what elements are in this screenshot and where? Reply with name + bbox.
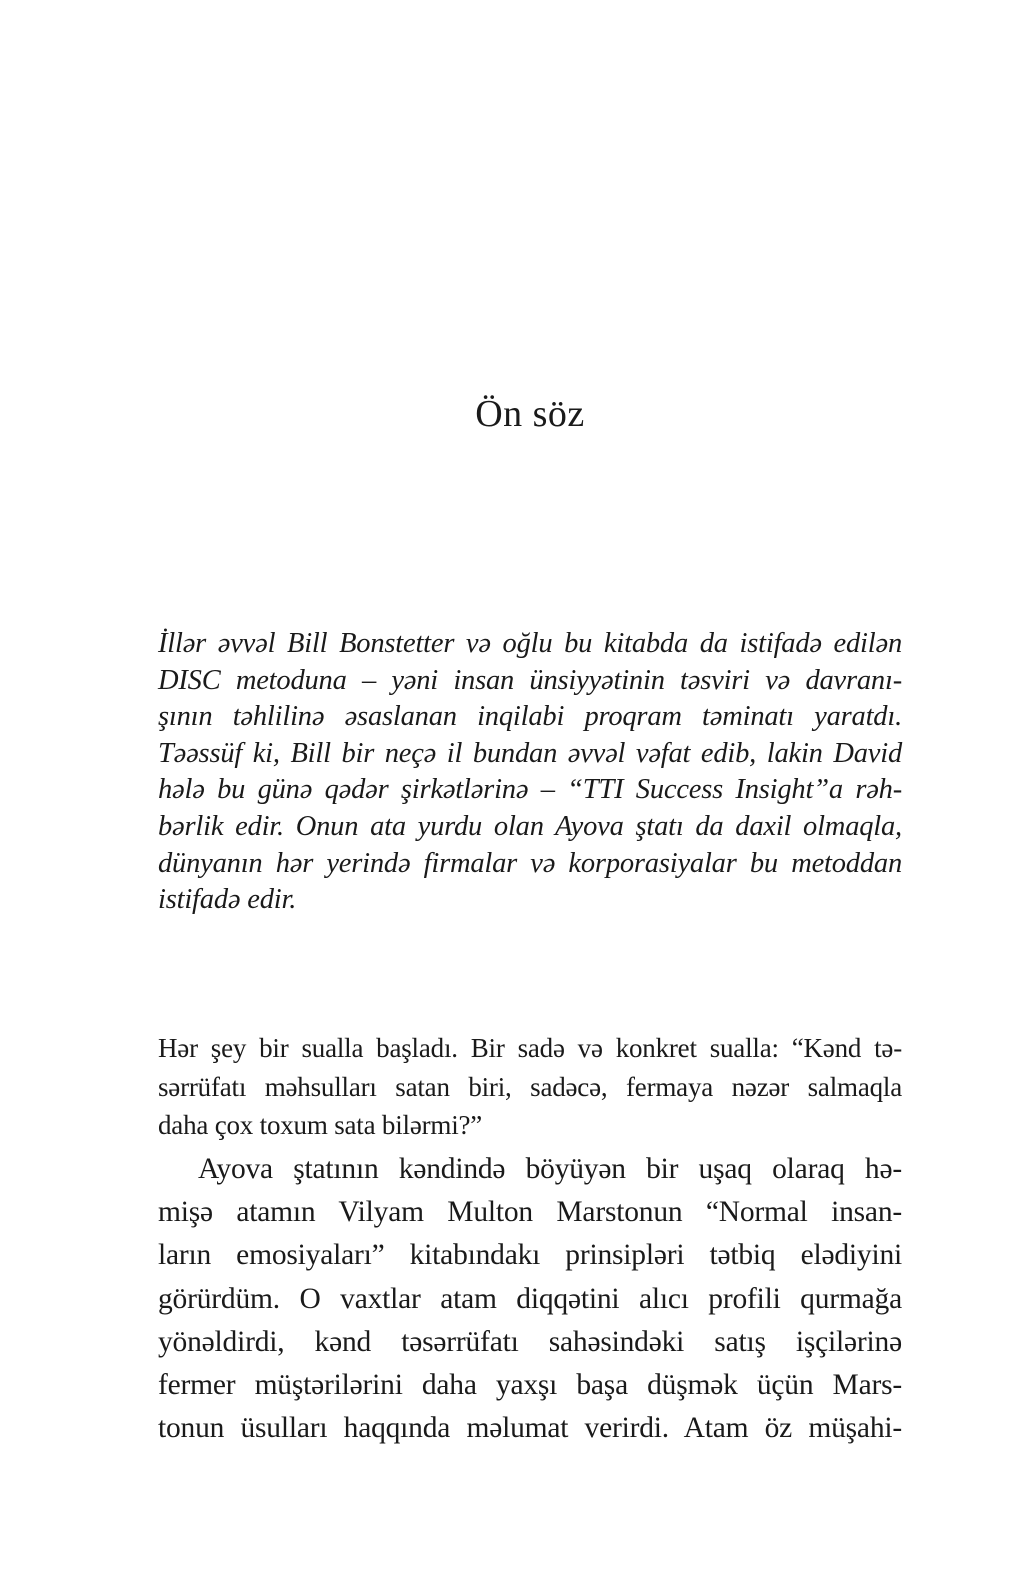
paragraph-line: fermer müştərilərini daha yaxşı başa düşmək üçün Mars- [158,1369,902,1402]
body-paragraph-2 [158,1148,902,1450]
paragraph-line: Hər şey bir sualla başladı. Bir sadə və konkret sualla: “Kənd tə- [158,1033,902,1063]
epigraph-line: Təəssüf ki, Bill bir neçə il bundan əvvəl vəfat edib, lakin David [158,737,902,769]
paragraph-line: mişə atamın Vilyam Multon Marstonun “Normal insan- [158,1196,902,1229]
paragraph-line: ların emosiyaları” kitabındakı prinsipləri tətbiq elədiyini [158,1239,902,1272]
chapter-title: Ön söz [475,393,585,435]
paragraph-line: sərrüfatı məhsulları satan biri, sadəcə, fermaya nəzər salmaqla [158,1071,902,1102]
paragraph-line: yönəldirdi, kənd təsərrüfatı sahəsindəki satış işçilərinə [158,1325,902,1358]
epigraph-line: DISC metoduna – yəni insan ünsiyyətinin təsviri və davranı- [158,664,902,696]
epigraph-line: hələ bu günə qədər şirkətlərinə – “TTI Success Insight”a rəh- [158,774,902,806]
paragraph-line: görürdüm. O vaxtlar atam diqqətini alıcı profili qurmağa [158,1282,902,1315]
epigraph-line: istifadə edir. [158,884,297,916]
paragraph-line: tonun üsulları haqqında məlumat verirdi. Atam öz müşahi- [158,1412,902,1445]
paragraph-line: daha çox toxum sata bilərmi?” [158,1110,483,1140]
paragraph-line: Ayova ştatının kəndində böyüyən bir uşaq olaraq hə- [198,1153,902,1185]
epigraph-line: bərlik edir. Onun ata yurdu olan Ayova ştatı da daxil olmaqla, [158,810,902,842]
body-paragraph-1 [158,1029,902,1145]
epigraph-line: İllər əvvəl Bill Bonstetter və oğlu bu kitabda da istifadə edilən [158,628,902,659]
epigraph-paragraph [158,626,902,919]
epigraph-line: dünyanın hər yerində firmalar və korporasiyalar bu metoddan [158,847,902,879]
epigraph-line: şının təhlilinə əsaslanan inqilabi proqram təminatı yaratdı. [158,701,902,733]
